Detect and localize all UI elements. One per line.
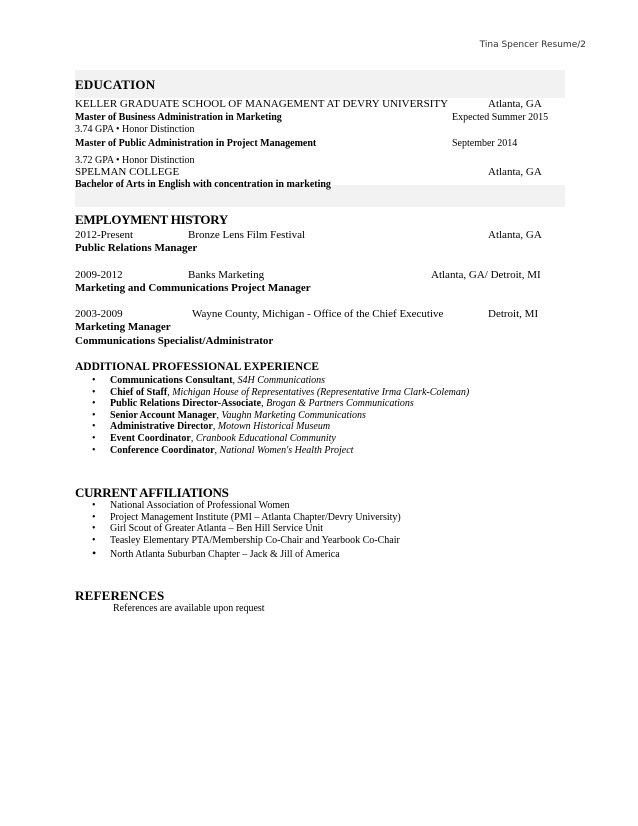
education-heading: EDUCATION	[75, 77, 156, 92]
bullet-icon: •	[92, 409, 96, 421]
job-employer: Wayne County, Michigan - Office of the Chief Executive	[192, 308, 444, 320]
list-item	[88, 500, 401, 512]
list-item: • Communications Consultant, S4H Communications	[92, 375, 326, 386]
mba-date: Expected Summer 2015	[452, 112, 549, 123]
job-location: Atlanta, GA	[488, 229, 542, 241]
list-item: • Conference Coordinator, National Women's Health Project	[92, 444, 354, 456]
job-dates: 2012-Present	[75, 229, 134, 241]
affiliation-text: National Association of Professional Women	[110, 500, 290, 511]
experience-org: Vaughn Marketing Communications	[221, 409, 366, 421]
experience-org: Motown Historical Museum	[217, 421, 331, 433]
mpa-degree: Master of Public Administration in Project Management	[75, 138, 317, 149]
experience-role: Chief of Staff	[110, 386, 168, 398]
list-item: • Event Coordinator, Cranbook Educational Community	[92, 432, 336, 444]
additional-heading: ADDITIONAL PROFESSIONAL EXPERIENCE	[75, 361, 320, 373]
job-title-secondary: Communications Specialist/Administrator	[75, 335, 274, 347]
employment-heading: EMPLOYMENT HISTORY	[75, 212, 228, 227]
additional-list	[88, 375, 469, 456]
job-title: Public Relations Manager	[75, 242, 198, 254]
job-title: Marketing Manager	[75, 321, 171, 333]
job-dates: 2003-2009	[75, 308, 123, 320]
spelman-school-name: SPELMAN COLLEGE	[75, 166, 180, 178]
list-item: • Administrative Director, Motown Historical Museum	[92, 421, 331, 433]
keller-location: Atlanta, GA	[488, 98, 542, 110]
bullet-icon: •	[92, 500, 96, 511]
experience-org: S4H Communications	[237, 375, 326, 386]
bullet-icon: •	[92, 523, 96, 535]
mba-degree: Master of Business Administration in Marketing	[75, 112, 282, 123]
bullet-icon: •	[92, 421, 96, 433]
experience-role: Communications Consultant	[110, 375, 233, 386]
experience-org: Cranbook Educational Community	[195, 432, 336, 444]
references-heading: REFERENCES	[75, 588, 165, 603]
bullet-icon: •	[92, 375, 96, 386]
affiliation-text: Project Management Institute (PMI – Atlanta Chapter/Devry University)	[110, 511, 401, 523]
affiliation-text: Teasley Elementary PTA/Membership Co-Chair and Yearbook Co-Chair	[110, 534, 400, 546]
experience-role: Public Relations Director-Associate	[110, 398, 262, 410]
bullet-icon: •	[92, 432, 96, 444]
experience-role: Administrative Director	[110, 421, 213, 433]
bullet-icon: •	[92, 398, 96, 410]
spelman-location: Atlanta, GA	[488, 166, 542, 178]
keller-school-name: KELLER GRADUATE SCHOOL OF MANAGEMENT AT DEVRY UNIVERSITY	[75, 98, 449, 110]
list-item	[88, 535, 401, 547]
experience-org: Michigan House of Representatives (Representative Irma Clark-Coleman)	[172, 386, 470, 398]
experience-org: National Women's Health Project	[219, 444, 354, 456]
job-title: Marketing and Communications Project Manager	[75, 282, 311, 294]
running-head: Tina Spencer Resume/2	[479, 40, 586, 50]
experience-role: Senior Account Manager	[110, 409, 217, 421]
list-item: • Public Relations Director-Associate, Brogan & Partners Communications	[92, 398, 414, 410]
list-item	[88, 512, 401, 524]
bullet-icon: •	[92, 444, 96, 456]
job-location: Atlanta, GA/ Detroit, MI	[431, 269, 541, 281]
job-location: Detroit, MI	[488, 308, 539, 320]
bullet-icon: •	[92, 386, 96, 398]
affiliations-heading: CURRENT AFFILIATIONS	[75, 485, 229, 500]
mpa-gpa: 3.72 GPA • Honor Distinction	[75, 155, 195, 166]
affiliations-list	[88, 500, 401, 561]
references-text: References are available upon request	[113, 603, 265, 614]
experience-role: Conference Coordinator	[110, 444, 215, 456]
job-employer: Banks Marketing	[188, 269, 265, 281]
mba-gpa: 3.74 GPA • Honor Distinction	[75, 124, 195, 135]
list-item	[88, 523, 401, 535]
list-item	[88, 546, 401, 561]
bullet-icon: •	[92, 511, 96, 523]
ba-degree: Bachelor of Arts in English with concentration in marketing	[75, 179, 331, 190]
bullet-icon: •	[92, 534, 96, 546]
list-item: • Senior Account Manager, Vaughn Marketing Communications	[92, 409, 366, 421]
list-item: • Chief of Staff, Michigan House of Representatives (Representative Irma Clark-Coleman)	[92, 386, 470, 398]
experience-role: Event Coordinator	[110, 432, 191, 444]
affiliation-text: North Atlanta Suburban Chapter – Jack & Jill of America	[110, 549, 340, 561]
affiliation-text: Girl Scout of Greater Atlanta – Ben Hill Service Unit	[110, 523, 324, 535]
experience-org: Brogan & Partners Communications	[266, 398, 414, 410]
mpa-date: September 2014	[452, 138, 518, 149]
job-dates: 2009-2012	[75, 269, 123, 281]
job-employer: Bronze Lens Film Festival	[188, 229, 306, 241]
bullet-icon: •	[92, 546, 97, 561]
